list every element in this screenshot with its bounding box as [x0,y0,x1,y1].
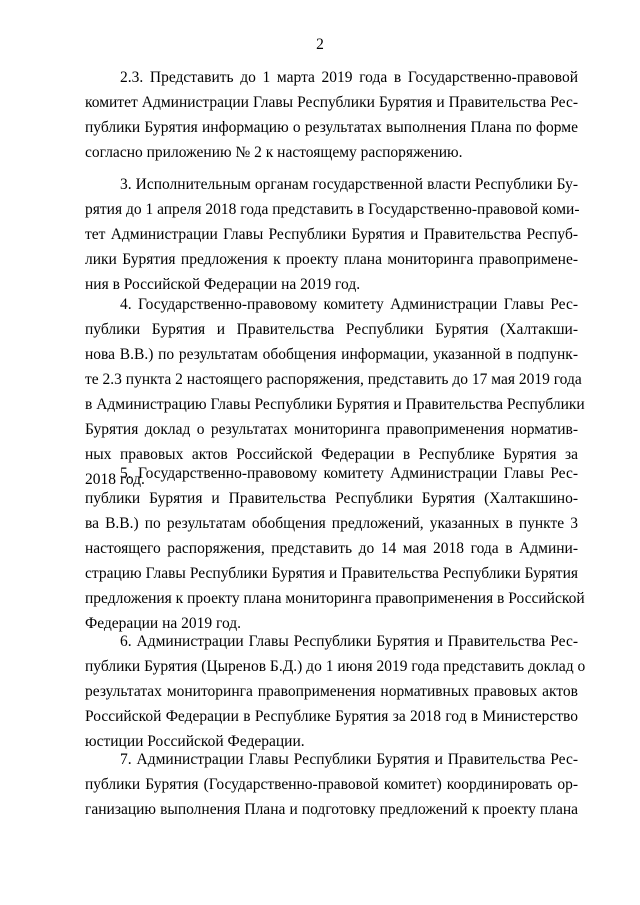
paragraph-line: в Администрацию Главы Республики Бурятия и Правительства Республики [85,396,585,413]
paragraph-line: 2.3. Представить до 1 марта 2019 года в Государственно-правовой [120,69,578,86]
paragraph-line: 4. Государственно-правовому комитету Администрации Главы Рес- [120,296,578,313]
paragraph-line: ных правовых актов Российской Федерации в Республике Бурятия за [85,446,578,463]
paragraph-line: согласно приложению № 2 к настоящему распоряжению. [85,144,463,161]
paragraph-line: Российской Федерации в Республике Бурятия за 2018 год в Министерство [85,708,578,725]
paragraph-line: публики Бурятия и Правительства Республики Бурятия (Халтакшино- [85,490,578,507]
paragraph-line: публики Бурятия (Государственно-правовой комитет) координировать ор- [85,776,578,793]
paragraph-line: Бурятия доклад о результатах мониторинга правоприменения норматив- [85,421,578,438]
paragraph-6 [85,629,586,754]
paragraph-line: Федерации на 2019 год. [85,615,242,632]
paragraph-line: 5. Государственно-правовому комитету Администрации Главы Рес- [120,465,578,482]
paragraph-line: публики Бурятия и Правительства Республики Бурятия (Халтакши- [85,321,578,338]
paragraph-line: страцию Главы Республики Бурятия и Правительства Республики Бурятия [85,565,578,582]
paragraph-line: настоящего распоряжения, представить до 14 мая 2018 года в Админи- [85,540,578,557]
page-number: 2 [316,36,324,53]
paragraph-line: 3. Исполнительным органам государственной власти Республики Бу- [120,176,578,193]
paragraph-line: публики Бурятия (Цыренов Б.Д.) до 1 июня 2019 года представить доклад о [85,658,586,675]
paragraph-line: рятия до 1 апреля 2018 года представить в Государственно-правовой коми- [85,201,580,218]
paragraph-line: нова В.В.) по результатам обобщения информации, указанной в подпунк- [85,346,578,363]
paragraph-line: публики Бурятия информацию о результатах выполнения Плана по форме [85,119,578,136]
paragraph-5 [85,461,585,636]
paragraph-line: те 2.3 пункта 2 настоящего распоряжения, представить до 17 мая 2019 года [85,371,582,388]
paragraph-line: лики Бурятия предложения к проекту плана мониторинга правопримене- [85,251,578,268]
paragraph-7 [85,747,578,822]
paragraph-line: предложения к проекту плана мониторинга правоприменения в Российской [85,590,585,607]
paragraph-line: комитет Администрации Главы Республики Бурятия и Правительства Рес- [85,94,578,111]
paragraph-line: 6. Администрации Главы Республики Бурятия и Правительства Рес- [120,633,578,650]
paragraph-line: 7. Администрации Главы Республики Бурятия и Правительства Рес- [120,751,578,768]
paragraph-line: 2018 год. [85,471,145,488]
paragraph-line: ва В.В.) по результатам обобщения предложений, указанных в пункте 3 [85,515,578,532]
paragraph-line: тет Администрации Главы Республики Бурятия и Правительства Респуб- [85,226,578,243]
paragraph-line: юстиции Российской Федерации. [85,733,305,750]
paragraph-line: ния в Российской Федерации на 2019 год. [85,276,361,293]
paragraph-line: результатах мониторинга правоприменения нормативных правовых актов [85,683,578,700]
paragraph-2-3 [85,65,578,165]
paragraph-line: ганизацию выполнения Плана и подготовку предложений к проекту плана [85,801,578,818]
paragraph-3 [85,172,578,297]
